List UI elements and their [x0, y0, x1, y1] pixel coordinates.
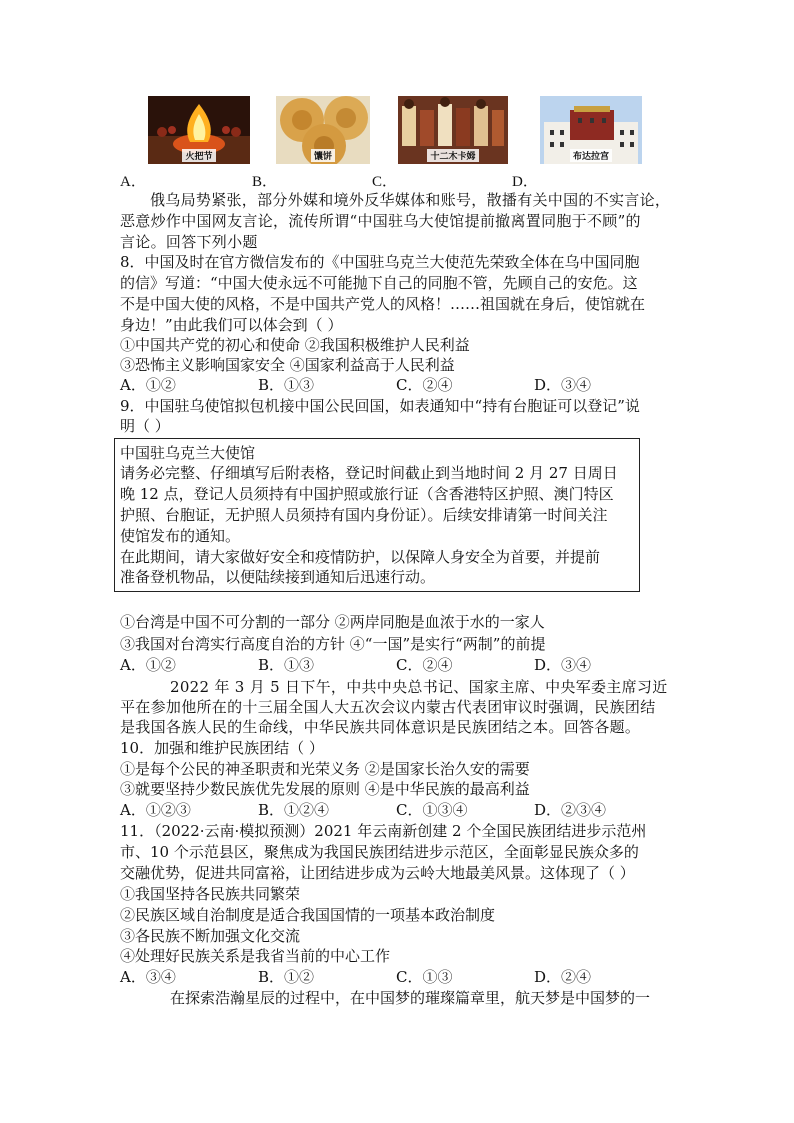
q9-line: 9．中国驻乌使馆拟包机接中国公民回国，如表通知中“持有台胞证可以登记”说	[120, 397, 640, 415]
q9-option-b: B．①③	[258, 656, 315, 674]
q8-line: 不是中国大使的风格，不是中国共产党人的风格！……祖国就在身后，使馆就在	[120, 295, 646, 313]
image-muqam	[398, 96, 508, 164]
q10-option-b: B．①②④	[258, 801, 330, 819]
q11-statement: ①我国坚持各民族共同繁荣	[120, 885, 301, 903]
q11-option-b: B．①②	[258, 968, 315, 986]
q9-line: 明（ ）	[120, 417, 170, 435]
q8-statement: ①中国共产党的初心和使命 ②我国积极维护人民利益	[120, 336, 470, 354]
image-caption: 火把节	[182, 149, 215, 162]
q10-option-d: D．②③④	[534, 801, 607, 819]
q9-option-d: D．③④	[534, 656, 592, 674]
q10-statement: ①是每个公民的神圣职责和光荣义务 ②是国家长治久安的需要	[120, 760, 530, 778]
q8-line: 8．中国及时在官方微信发布的《中国驻乌克兰大使范先荣致全体在乌中国同胞	[120, 253, 640, 271]
q8-option-d: D．③④	[534, 376, 592, 394]
intro2-line: 平在参加他所在的十三届全国人大五次会议内蒙古代表团审议时强调，民族团结	[120, 698, 656, 716]
image-potala-palace	[540, 96, 642, 164]
q11-option-c: C．①③	[396, 968, 453, 986]
q8-line: 身边！”由此我们可以体会到（ ）	[120, 316, 343, 334]
q10-line: 10．加强和维护民族团结（ ）	[120, 739, 324, 757]
notice-line: 使馆发布的通知。	[120, 527, 241, 545]
q8-statement: ③恐怖主义影响国家安全 ④国家利益高于人民利益	[120, 356, 455, 374]
q11-option-a: A．③④	[120, 968, 176, 986]
tail-line: 在探索浩瀚星辰的过程中，在中国梦的璀璨篇章里，航天梦是中国梦的一	[170, 989, 651, 1007]
image-option-b: B．	[252, 174, 278, 190]
q11-statement: ④处理好民族关系是我省当前的中心工作	[120, 947, 391, 965]
q11-line: 11．（2022·云南·模拟预测）2021 年云南新创建 2 个全国民族团结进步示范州	[120, 822, 647, 840]
intro1-line: 言论。回答下列小题	[120, 233, 258, 251]
intro2-line: 是我国各族人民的生命线，中华民族共同体意识是民族团结之本。回答各题。	[120, 718, 641, 736]
image-option-c: C．	[372, 174, 398, 190]
intro1-line: 恶意炒作中国网友言论，流传所谓“中国驻乌大使馆提前撤离置同胞于不顾”的	[120, 212, 641, 230]
notice-line: 晚 12 点，登记人员须持有中国护照或旅行证（含香港特区护照、澳门特区	[120, 485, 614, 503]
image-option-d: D．	[512, 174, 538, 190]
notice-line: 准备登机物品，以便陆续接到通知后迅速行动。	[120, 568, 436, 586]
image-torch-festival	[148, 96, 250, 164]
q9-option-a: A．①②	[120, 656, 176, 674]
image-caption: 布达拉宫	[570, 149, 612, 162]
notice-title: 中国驻乌克兰大使馆	[120, 444, 256, 462]
q11-statement: ②民族区域自治制度是适合我国国情的一项基本政治制度	[120, 906, 496, 924]
intro2-line: 2022 年 3 月 5 日下午，中共中央总书记、国家主席、中央军委主席习近	[170, 678, 668, 696]
q11-statement: ③各民族不断加强文化交流	[120, 927, 301, 945]
q9-statement: ①台湾是中国不可分割的一部分 ②两岸同胞是血浓于水的一家人	[120, 613, 545, 631]
image-option-a: A．	[120, 174, 146, 190]
image-caption: 馕饼	[311, 149, 335, 162]
q11-line: 市、10 个示范县区，聚焦成为我国民族团结进步示范区，全面彰显民族众多的	[120, 843, 639, 861]
image-caption: 十二木卡姆	[427, 149, 478, 162]
q8-option-b: B．①③	[258, 376, 315, 394]
q11-option-d: D．②④	[534, 968, 592, 986]
q11-line: 交融优势，促进共同富裕，让团结进步成为云岭大地最美风景。这体现了（ ）	[120, 864, 635, 882]
q10-option-a: A．①②③	[120, 801, 191, 819]
q9-option-c: C．②④	[396, 656, 453, 674]
q8-option-c: C．②④	[396, 376, 453, 394]
q10-statement: ③就要坚持少数民族优先发展的原则 ④是中华民族的最高利益	[120, 780, 530, 798]
q10-option-c: C．①③④	[396, 801, 468, 819]
intro1-line: 俄乌局势紧张，部分外媒和境外反华媒体和账号，散播有关中国的不实言论，	[150, 191, 671, 209]
notice-line: 请务必完整、仔细填写后附表格，登记时间截止到当地时间 2 月 27 日周日	[120, 464, 618, 482]
q9-statement: ③我国对台湾实行高度自治的方针 ④“一国”是实行“两制”的前提	[120, 635, 546, 653]
notice-line: 护照、台胞证，无护照人员须持有国内身份证）。后续安排请第一时间关注	[120, 506, 608, 524]
notice-line: 在此期间，请大家做好安全和疫情防护，以保障人身安全为首要，并提前	[120, 548, 601, 566]
q8-option-a: A．①②	[120, 376, 176, 394]
q8-line: 的信》写道：“中国大使永远不可能抛下自己的同胞不管，先顾自己的安危。这	[120, 274, 638, 292]
image-nang-bread	[276, 96, 370, 164]
